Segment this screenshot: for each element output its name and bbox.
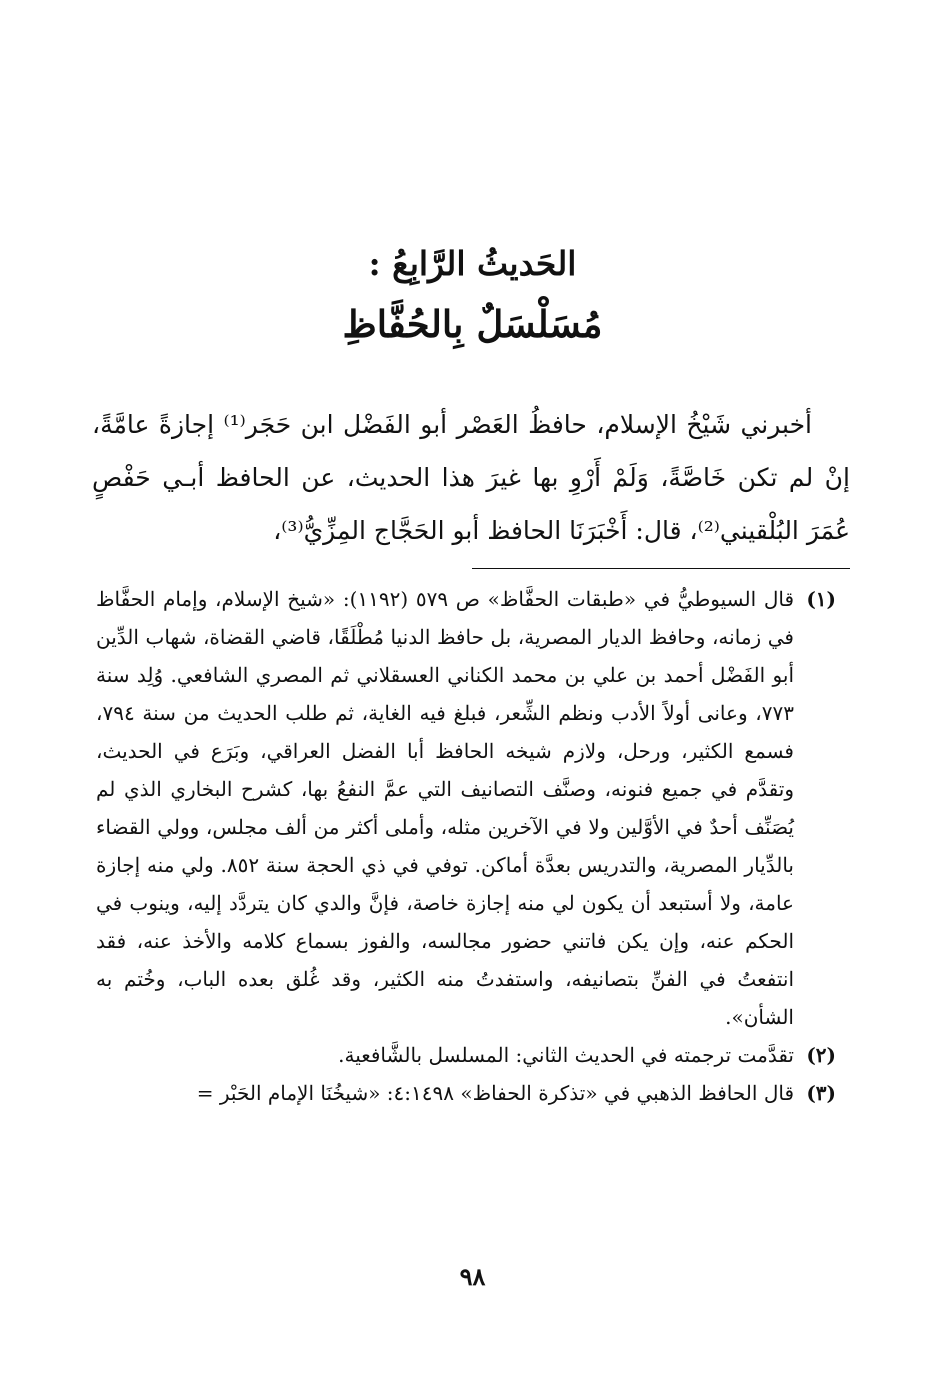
footnote-2 [96,1036,836,1074]
footnote-text: تقدَّمت ترجمته في الحديث الثاني: المسلسل بالشَّافعية. [338,1043,794,1067]
footnote-number: (٢) [806,1043,836,1067]
footnote-1 [96,580,836,1036]
footnotes [96,580,836,1112]
heading-title: الحَديثُ الرَّابِعُ : [368,244,577,283]
footnote-separator [472,568,850,569]
page-number: ٩٨ [459,1262,486,1291]
footnote-text: قال الحافظ الذهبي في «تذكرة الحفاظ» ٤:١٤٩٨: «شيخُنَا الإمام الحَبْر = [196,1081,794,1105]
footnote-number: (١) [806,587,836,611]
footnote-3 [96,1074,836,1112]
heading-subtitle: مُسَلْسَلٌ بِالحُفَّاظِ [342,302,603,346]
main-text [92,398,850,557]
footnote-text: قال السيوطيُّ في «طبقات الحفَّاظ» ص ٥٧٩ (١١٩٢): «شيخ الإسلام، وإمام الحفَّاظ في زمانه، وحافظ الديار المصرية، بل حافظ الدنيا مُطْلَقًا، قاضي القضاة، شهاب الدِّين أبو الفَضْل أحمد بن علي بن محمد الكناني العسقلاني ثم المصري الشافعي. وُلِد سنة ٧٧٣، وعانى أولاً الأدب ونظم الشِّعر، فبلغ فيه الغاية، ثم طلب الحديث من سنة ٧٩٤، فسمع الكثير، ورحل، ولازم شيخه الحافظ أبا الفضل العراقي، وبَرَع في الحديث، وتقدَّم في جميع فنونه، وصنَّف التصانيف التي عمَّ النفعُ بها، كشرح البخاري الذي لم يُصَنِّف أحدٌ في الأوَّلين ولا في الآخرين مثله، وأملى أكثر من ألف مجلس، وولي القضاء بالدِّيار المصرية، والتدريس بعدَّة أماكن. توفي في ذي الحجة سنة ٨٥٢. ولي منه إجازة عامة، ولا أستبعد أن يكون لي منه إجازة خاصة، فإنَّ والدي كان يتردَّد إليه، وينوب في الحكم عنه، وإن يكن فاتني حضور مجالسه، والفوز بسماع كلامه والأخذ عنه، فقد انتفعتُ في الفنِّ بتصانيفه، واستفدتُ منه الكثير، وقد غُلق بعده الباب، وخُتم به الشأن». [96,587,795,1029]
main-paragraph: أخبرني شَيْخُ الإسلام، حافظُ العَصْر أبو الفَضْل ابن حَجَر⁽¹⁾ إجازةً عامَّةً، إنْ لم تكن خَاصَّةً، وَلَمْ أَرْوِ بها غيرَ هذا الحديث، عن الحافظ أبـي حَفْصٍ عُمَرَ البُلْقيني⁽²⁾، قال: أَخْبَرَنَا الحافظ أبو الحَجَّاج المِزِّيُّ⁽³⁾، [92,410,850,545]
footnote-number: (٣) [806,1081,836,1105]
hadith-heading [0,238,945,352]
